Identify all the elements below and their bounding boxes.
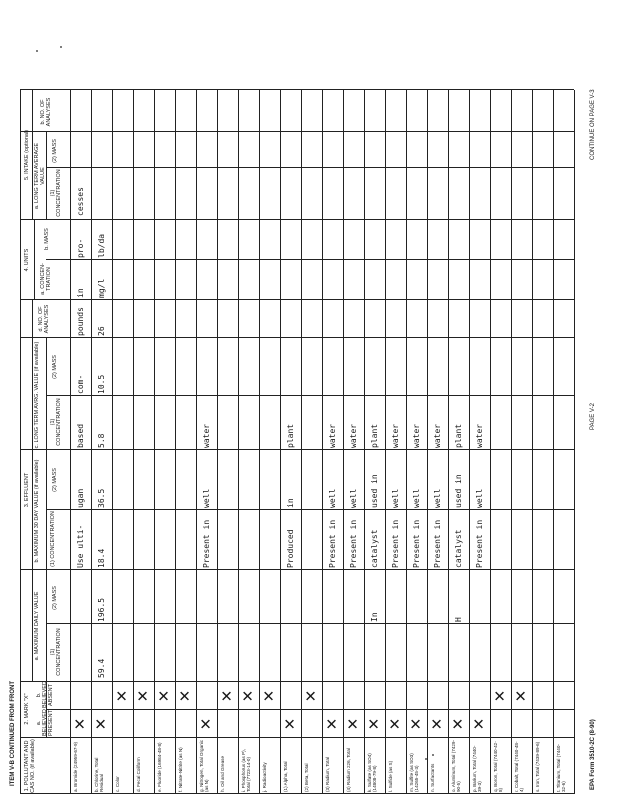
believed-present-mark[interactable]: ✕ [71, 717, 89, 731]
cell-lt-conc: 5.8 [97, 433, 106, 448]
scan-speck [432, 754, 434, 756]
table-border [20, 89, 574, 90]
believed-present-mark[interactable]: ✕ [92, 717, 110, 731]
pollutant-name: (3) Radium, Total [325, 757, 330, 792]
believed-absent-mark[interactable]: ✕ [302, 689, 320, 703]
cell-max-30-conc: catalyst [370, 529, 379, 568]
row-line [511, 90, 512, 794]
pollutant-name: (1) Alpha, Total [283, 761, 288, 792]
believed-absent-mark[interactable]: ✕ [134, 689, 152, 703]
cell-lt-conc: plant [454, 423, 463, 448]
column-line [20, 681, 574, 682]
row-line [259, 90, 260, 794]
cell-lt-mass: com- [76, 374, 85, 394]
pollutant-name: p. Barium, Total (7440-39-3) [472, 745, 483, 792]
pollutant-name: n. Surfactants [430, 763, 435, 792]
header-line [32, 300, 33, 682]
cell-max-30-mass: well [349, 488, 358, 508]
believed-present-mark[interactable]: ✕ [344, 717, 362, 731]
header-line [46, 338, 47, 682]
pollutant-name: f. Nitrate-Nitrite (as N) [178, 747, 183, 792]
pollutant-name: t. Titanium, Total (7440-32-6) [556, 744, 567, 792]
cell-max-30-mass: well [475, 488, 484, 508]
header-intake-mass: (2) MASS [52, 139, 58, 163]
row-line [91, 90, 92, 794]
cell-max-30-mass: used in [370, 474, 379, 508]
cell-analyses: 26 [97, 326, 106, 336]
header-believed-present: a. BELIEVED PRESENT [36, 709, 55, 736]
cell-max-30-conc: Present in [412, 519, 421, 568]
believed-present-mark[interactable]: ✕ [281, 717, 299, 731]
cell-max-30-mass: ugan [76, 488, 85, 508]
pollutant-name: g. Nitrogen, Total Organic (as N) [199, 739, 210, 792]
believed-present-mark[interactable]: ✕ [449, 717, 467, 731]
column-line [46, 259, 574, 260]
believed-present-mark[interactable]: ✕ [428, 717, 446, 731]
believed-present-mark[interactable]: ✕ [365, 717, 383, 731]
cell-max-30-conc: Produced [286, 529, 295, 568]
cell-lt-conc: water [202, 423, 211, 448]
row-line [133, 90, 134, 794]
row-line [553, 90, 554, 794]
cell-max-30-conc: Present in [475, 519, 484, 568]
pollutant-name: r. Cobalt, Total (7440-48-4) [514, 741, 525, 792]
header-mark-x: 2. MARK "X" [24, 693, 30, 725]
believed-absent-mark[interactable]: ✕ [218, 689, 236, 703]
scan-speck [36, 50, 38, 52]
column-line [20, 449, 574, 450]
cell-unit-mass: lb/da [97, 233, 106, 258]
header-intake-analyses: b. NO. OF ANALYSES [40, 97, 53, 127]
column-line [20, 131, 574, 132]
header-pollutant: 1. POLLUTANT AND CAS NO. (if available) [24, 739, 37, 793]
pollutant-name: k. Sulfate (as SO4) (14808-79-8) [367, 753, 378, 792]
row-line [385, 90, 386, 794]
row-line [364, 90, 365, 794]
believed-present-mark[interactable]: ✕ [407, 717, 425, 731]
column-line [46, 709, 574, 710]
column-line [20, 569, 574, 570]
scan-speck [60, 46, 62, 48]
believed-absent-mark[interactable]: ✕ [113, 689, 131, 703]
cell-lt-conc: water [412, 423, 421, 448]
pollutant-name: s. Iron, Total (7439-89-6) [535, 741, 540, 792]
header-believed-absent: b. BELIEVED ABSENT [36, 681, 55, 708]
column-line [46, 509, 574, 510]
pollutant-name: l. Sulfide (as S) [388, 760, 393, 792]
footer-form-number: EPA Form 3510-2C (8-90) [590, 719, 596, 790]
pollutant-name: (4) Radium 226, Total [346, 748, 351, 792]
row-line [112, 90, 113, 794]
cell-max-30-conc: Present in [349, 519, 358, 568]
form-heading: ITEM V-B CONTINUED FROM FRONT [10, 681, 16, 786]
cell-unit-mass: pro- [76, 238, 85, 258]
cell-max-daily-conc: 59.4 [97, 658, 106, 678]
believed-present-mark[interactable]: ✕ [323, 717, 341, 731]
cell-lt-conc: water [328, 423, 337, 448]
header-max-30-mass: (2) MASS [52, 468, 58, 492]
pollutant-name: m. Sulfite (as SO3) (14265-45-3) [409, 753, 420, 792]
header-lt-mass: (2) MASS [52, 355, 58, 379]
cell-max-30-mass: well [412, 488, 421, 508]
pollutant-name: e. Fluoride (16984-48-8) [157, 742, 162, 792]
cell-max-30-conc: Present in [202, 519, 211, 568]
row-line [322, 90, 323, 794]
cell-max-30-mass: 36.5 [97, 488, 106, 508]
pollutant-name: h. Oil and Grease [220, 755, 225, 792]
header-max-daily-mass: (2) MASS [52, 586, 58, 610]
header-intake-conc: (1) CONCENTRATION [50, 169, 63, 217]
cell-max-30-conc: Use ulti- [76, 524, 85, 568]
row-line [469, 90, 470, 794]
cell-max-daily-mass: H [454, 617, 463, 622]
row-line [280, 90, 281, 794]
row-line [238, 90, 239, 794]
header-lt-conc: (1) CONCENTRATION [50, 398, 63, 446]
header-line [46, 132, 47, 220]
cell-max-30-mass: used in [454, 474, 463, 508]
pollutant-name: o. Aluminum, Total (7429-90-5) [451, 739, 462, 792]
header-long-term: c. LONG TERM AVRG. VALUE (if available) [34, 341, 40, 449]
footer-page-number: PAGE V-2 [590, 403, 596, 430]
pollutant-name: q. Boron, Total (7440-42-8) [493, 741, 504, 792]
header-units-mass: b. MASS [44, 228, 50, 250]
row-line [175, 90, 176, 794]
believed-absent-mark[interactable]: ✕ [491, 689, 509, 703]
cell-lt-conc: plant [370, 423, 379, 448]
cell-max-30-conc: Present in [328, 519, 337, 568]
row-line [343, 90, 344, 794]
cell-lt-conc: water [391, 423, 400, 448]
cell-analyses: pounds [76, 307, 85, 336]
header-line [34, 220, 35, 300]
header-max-daily: a. MAXIMUM DAILY VALUE [34, 591, 40, 661]
header-intake-avg: a. LONG TERM AVERAGE VALUE [34, 142, 47, 210]
cell-max-daily-mass: In [370, 612, 379, 622]
table-border [20, 90, 21, 794]
column-line [20, 299, 574, 300]
cell-max-30-mass: well [202, 488, 211, 508]
row-line [490, 90, 491, 794]
believed-present-mark[interactable]: ✕ [386, 717, 404, 731]
pollutant-name: c. Color [115, 776, 120, 792]
row-line [217, 90, 218, 794]
cell-lt-conc: water [433, 423, 442, 448]
row-line [532, 90, 533, 794]
header-intake: 5. INTAKE (optional) [24, 129, 30, 181]
column-line [20, 337, 574, 338]
cell-lt-conc: water [349, 423, 358, 448]
cell-unit-conc: in [76, 288, 85, 298]
cell-intake-conc: cesses [76, 187, 85, 216]
cell-max-30-conc: catalyst [454, 529, 463, 568]
header-max-30-conc: (1) CONCENTRATION [50, 511, 56, 567]
header-no-analyses: d. NO. OF ANALYSES [38, 304, 51, 334]
believed-present-mark[interactable]: ✕ [470, 717, 488, 731]
cell-lt-mass: 10.5 [97, 374, 106, 394]
column-line [20, 737, 574, 738]
cell-unit-conc: mg/l [97, 278, 106, 298]
row-line [301, 90, 302, 794]
header-effluent: 3. EFFLUENT [24, 472, 30, 508]
row-line [196, 90, 197, 794]
column-line [46, 395, 574, 396]
cell-max-30-mass: well [391, 488, 400, 508]
header-units-conc: a. CONCEN-TRATION [40, 263, 53, 295]
column-line [46, 167, 574, 168]
pollutant-name: a. Bromide (24959-67-9) [73, 741, 78, 792]
cell-max-daily-mass: 196.5 [97, 597, 106, 622]
column-line [20, 219, 574, 220]
cell-lt-conc: plant [286, 423, 295, 448]
cell-max-30-mass: well [433, 488, 442, 508]
cell-max-30-conc: Present in [391, 519, 400, 568]
row-line [154, 90, 155, 794]
header-max-daily-conc: (1) CONCENTRATION [50, 628, 63, 676]
believed-absent-mark[interactable]: ✕ [239, 689, 257, 703]
header-line [32, 90, 33, 220]
believed-absent-mark[interactable]: ✕ [155, 689, 173, 703]
pollutant-name: (2) Beta, Total [304, 763, 309, 792]
scan-speck [425, 758, 427, 760]
believed-present-mark[interactable]: ✕ [197, 717, 215, 731]
row-line [448, 90, 449, 794]
header-max-30day: b. MAXIMUM 30 DAY VALUE (if available) [34, 459, 40, 563]
column-line [46, 623, 574, 624]
cell-max-30-mass: in [286, 498, 295, 508]
footer-continue: CONTINUE ON PAGE V-3 [590, 89, 596, 160]
cell-max-30-conc: 18.4 [97, 548, 106, 568]
header-units: 4. UNITS [24, 248, 30, 272]
cell-lt-conc: water [475, 423, 484, 448]
pollutant-name: b. Chlorine, Total Residual [94, 757, 105, 792]
believed-absent-mark[interactable]: ✕ [512, 689, 530, 703]
cell-max-30-mass: well [328, 488, 337, 508]
pollutant-name: i. Phosphorus (as P), Total (7723-14-0) [241, 749, 252, 792]
row-line [427, 90, 428, 794]
table-border [20, 793, 574, 794]
pollutant-name: d. Fecal Coliform [136, 757, 141, 792]
cell-max-30-conc: Present in [433, 519, 442, 568]
pollutant-name: j. Radioactivity [262, 762, 267, 792]
believed-absent-mark[interactable]: ✕ [176, 689, 194, 703]
cell-lt-conc: based [76, 423, 85, 448]
believed-absent-mark[interactable]: ✕ [260, 689, 278, 703]
row-line [406, 90, 407, 794]
table-border [574, 90, 575, 794]
header-separator [70, 90, 71, 794]
